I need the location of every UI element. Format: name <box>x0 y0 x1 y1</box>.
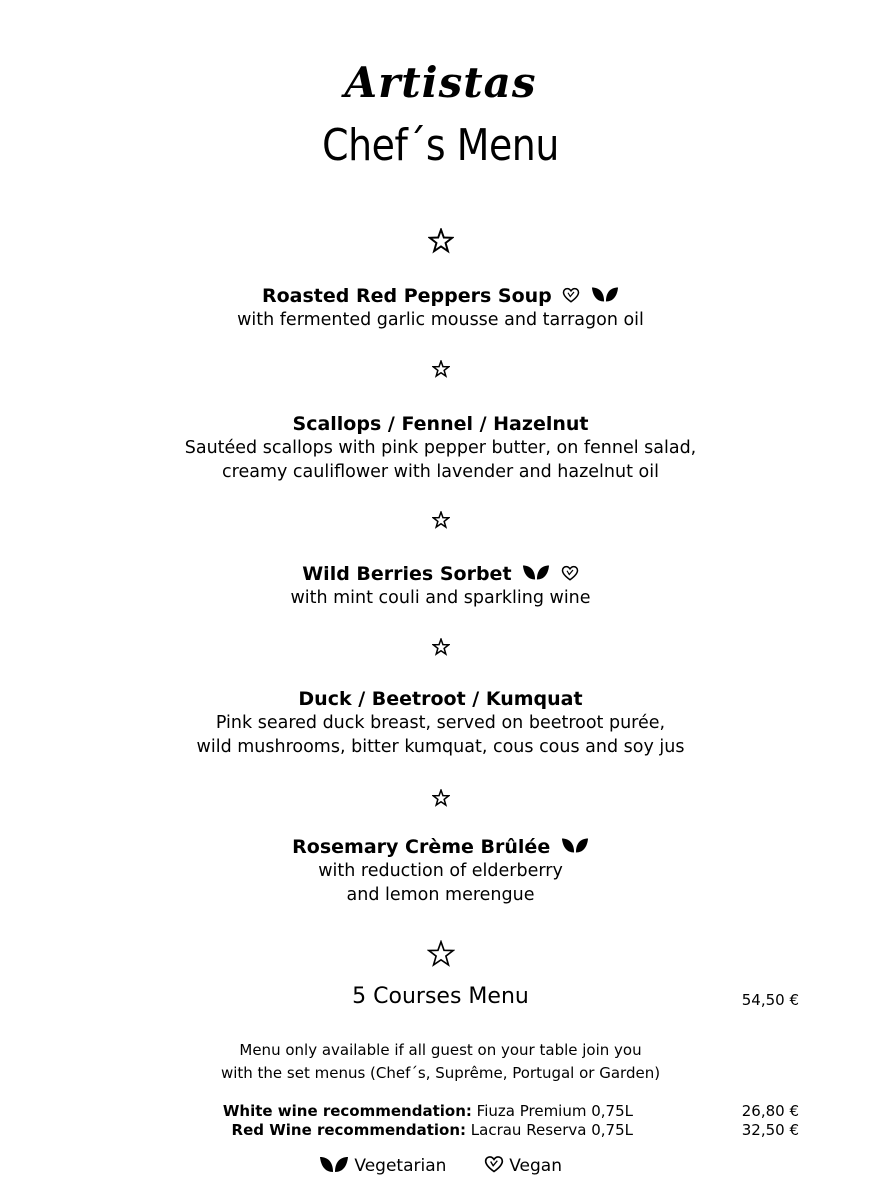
dish-description: Sautéed scallops with pink pepper butter, on fennel salad, <box>184 438 697 458</box>
dish-3 <box>0 562 881 610</box>
dish-description: wild mushrooms, bitter kumquat, cous cous and soy jus <box>196 737 685 757</box>
divider-star <box>0 360 881 378</box>
restaurant-brand: Artistas <box>344 58 537 107</box>
legend-vegan-label: Vegan <box>509 1156 562 1176</box>
legend-vegetarian-label: Vegetarian <box>354 1156 447 1176</box>
set-menu-price: 54,50 € <box>741 991 799 1009</box>
vegetarian-leaf-icon <box>522 562 550 582</box>
divider-star <box>0 789 881 807</box>
star-icon <box>432 360 450 378</box>
diet-legend <box>0 1154 881 1176</box>
star-icon <box>427 940 455 968</box>
vegetarian-leaf-icon <box>319 1154 349 1174</box>
white-wine-label: White wine recommendation: <box>222 1102 472 1120</box>
red-wine-label: Red Wine recommendation: <box>231 1121 466 1139</box>
dish-description: with mint couli and sparkling wine <box>290 588 591 608</box>
red-wine-row <box>0 1121 881 1141</box>
dish-2 <box>0 412 881 484</box>
dish-description: with fermented garlic mousse and tarragon oil <box>237 310 644 330</box>
notice-line: Menu only available if all guest on your table join you <box>239 1041 642 1059</box>
divider-star <box>0 638 881 656</box>
dish-name: Rosemary Crème Brûlée <box>0 835 881 859</box>
vegetarian-leaf-icon <box>591 284 619 304</box>
set-menu-label: 5 Courses Menu <box>352 984 529 1009</box>
dish-description: and lemon merengue <box>346 885 535 905</box>
red-wine-price: 32,50 € <box>741 1121 799 1139</box>
star-icon <box>428 228 454 254</box>
menu-notice <box>0 1039 881 1085</box>
dish-name: Scallops / Fennel / Hazelnut <box>292 413 589 435</box>
dish-name: Duck / Beetroot / Kumquat <box>298 688 583 710</box>
vegetarian-leaf-icon <box>561 835 589 855</box>
dish-5 <box>0 835 881 907</box>
notice-line: with the set menus (Chef´s, Suprême, Portugal or Garden) <box>220 1064 661 1082</box>
dish-4 <box>0 687 881 759</box>
legend-vegetarian <box>319 1154 446 1176</box>
dish-1 <box>0 284 881 332</box>
dish-description: creamy cauliflower with lavender and hazelnut oil <box>222 462 659 482</box>
dish-name: Wild Berries Sorbet <box>0 562 881 586</box>
dish-description: Pink seared duck breast, served on beetroot purée, <box>215 713 666 733</box>
legend-vegan <box>484 1154 562 1176</box>
divider-star-large <box>0 940 881 968</box>
red-wine-value: Lacrau Reserva 0,75L <box>470 1121 633 1139</box>
menu-title: Chef´s Menu <box>322 120 559 171</box>
star-icon <box>432 511 450 529</box>
dish-name: Roasted Red Peppers Soup <box>0 284 881 308</box>
white-wine-value: Fiuza Premium 0,75L <box>476 1102 633 1120</box>
dish-description: with reduction of elderberry <box>318 861 563 881</box>
divider-star <box>0 511 881 529</box>
red-wine-text <box>232 1121 633 1139</box>
star-icon <box>432 638 450 656</box>
vegan-heart-icon <box>484 1154 504 1174</box>
star-icon <box>432 789 450 807</box>
vegan-heart-icon <box>561 564 579 582</box>
vegan-heart-icon <box>562 286 580 304</box>
white-wine-price: 26,80 € <box>741 1102 799 1120</box>
divider-star-large <box>0 228 881 254</box>
white-wine-text <box>223 1102 633 1120</box>
white-wine-row <box>0 1102 881 1122</box>
